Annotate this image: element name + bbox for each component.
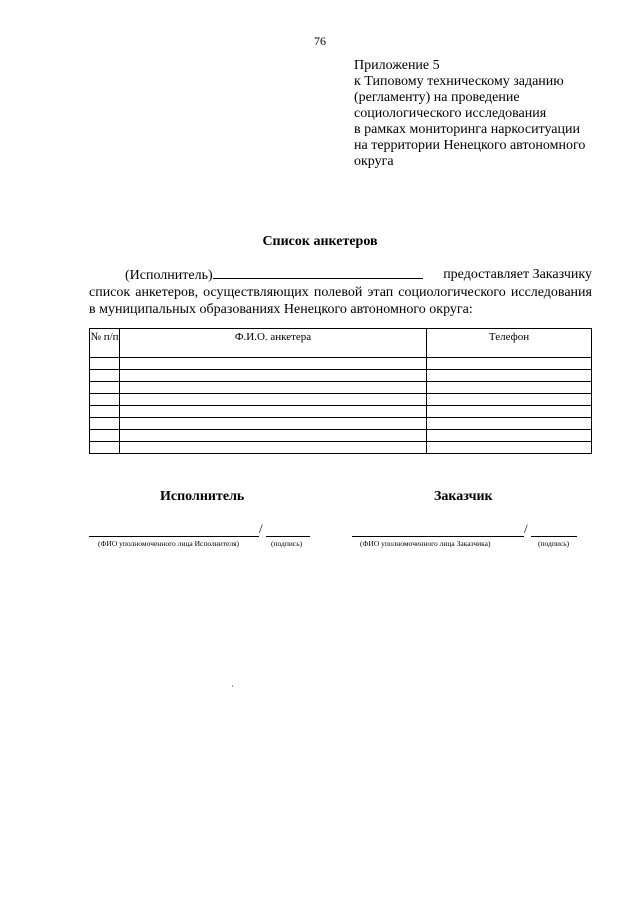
appendix-line: социологического исследования <box>354 106 547 121</box>
cell-phone[interactable] <box>427 370 592 382</box>
table-row <box>90 430 592 442</box>
cell-name[interactable] <box>120 394 427 406</box>
scan-speck <box>232 685 233 687</box>
cell-phone[interactable] <box>427 406 592 418</box>
cell-name[interactable] <box>120 358 427 370</box>
cell-number[interactable] <box>90 418 120 430</box>
table-row <box>90 418 592 430</box>
col-phone-header: Телефон <box>427 329 592 358</box>
cell-number[interactable] <box>90 382 120 394</box>
cell-number[interactable] <box>90 442 120 454</box>
executor-sign-caption: (подпись) <box>271 539 303 548</box>
cell-phone[interactable] <box>427 418 592 430</box>
appendix-line: Приложение 5 <box>354 58 440 73</box>
customer-signature-heading: Заказчик <box>434 489 493 504</box>
cell-name[interactable] <box>120 430 427 442</box>
executor-label: (Исполнитель) <box>125 268 213 283</box>
intro-tail: предоставляет Заказчику <box>443 267 592 282</box>
appendix-line: округа <box>354 154 394 169</box>
document-title: Список анкетеров <box>262 234 378 249</box>
cell-number[interactable] <box>90 370 120 382</box>
cell-phone[interactable] <box>427 442 592 454</box>
cell-name[interactable] <box>120 406 427 418</box>
table-row <box>90 394 592 406</box>
intro-line: список анкетеров, осуществляющих полевой этап социологического исследования <box>89 285 592 300</box>
table-row <box>90 382 592 394</box>
intro-line: в муниципальных образованиях Ненецкого автономного округа: <box>89 302 473 317</box>
cell-name[interactable] <box>120 382 427 394</box>
cell-name[interactable] <box>120 442 427 454</box>
appendix-line: на территории Ненецкого автономного <box>354 138 586 153</box>
executor-slash: / <box>259 521 263 536</box>
customer-slash: / <box>524 521 528 536</box>
table-row <box>90 370 592 382</box>
executor-name-caption: (ФИО уполномоченного лица Исполнителя) <box>98 539 240 548</box>
cell-phone[interactable] <box>427 430 592 442</box>
table-row <box>90 358 592 370</box>
appendix-line: к Типовому техническому заданию <box>354 74 564 89</box>
cell-name[interactable] <box>120 418 427 430</box>
cell-phone[interactable] <box>427 382 592 394</box>
appendix-block <box>354 58 614 170</box>
executor-signature-heading: Исполнитель <box>160 489 245 504</box>
cell-number[interactable] <box>90 430 120 442</box>
intro-paragraph <box>89 266 592 318</box>
cell-number[interactable] <box>90 358 120 370</box>
page-number: 76 <box>314 34 326 48</box>
executor-name-line[interactable] <box>89 536 259 537</box>
cell-phone[interactable] <box>427 358 592 370</box>
table-header-row <box>90 329 592 358</box>
cell-number[interactable] <box>90 406 120 418</box>
appendix-line: (регламенту) на проведение <box>354 90 520 105</box>
interviewers-table <box>89 328 592 454</box>
executor-sign-line[interactable] <box>266 536 310 537</box>
cell-name[interactable] <box>120 370 427 382</box>
customer-name-caption: (ФИО уполномоченного лица Заказчика) <box>360 539 491 548</box>
customer-sign-caption: (подпись) <box>538 539 570 548</box>
col-number-header: № п/п <box>90 329 120 358</box>
table-row <box>90 442 592 454</box>
customer-sign-line[interactable] <box>531 536 577 537</box>
cell-number[interactable] <box>90 394 120 406</box>
table-row <box>90 406 592 418</box>
customer-name-line[interactable] <box>352 536 524 537</box>
cell-phone[interactable] <box>427 394 592 406</box>
col-name-header: Ф.И.О. анкетера <box>120 329 427 358</box>
appendix-line: в рамках мониторинга наркоситуации <box>354 122 580 137</box>
executor-name-blank[interactable] <box>213 266 423 279</box>
